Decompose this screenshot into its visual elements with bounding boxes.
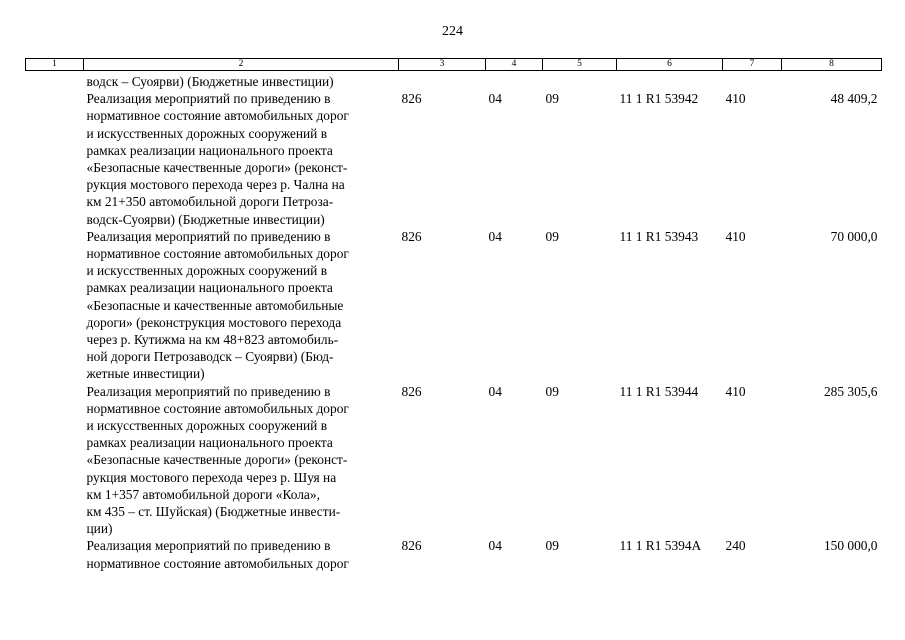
description-line: ции) (86, 521, 113, 537)
expense-type-code: 240 (725, 538, 746, 554)
section-code: 04 (488, 91, 502, 107)
amount-value: 285 305,6 (823, 383, 878, 399)
table-header (26, 59, 882, 71)
description-line: рамках реализации национального проекта (86, 280, 333, 296)
description-line: Реализация мероприятий по приведению в (86, 383, 331, 399)
continuation-row (26, 71, 882, 91)
description-line: нормативное состояние автомобильных дорог (86, 555, 349, 571)
description-line: рамках реализации национального проекта (86, 435, 333, 451)
column-header-1: 1 (26, 59, 84, 71)
description-line: через р. Кутижма на км 48+823 автомобиль- (86, 332, 339, 348)
continuation-text: водск – Суоярви) (Бюджетные инвестиции) (86, 74, 334, 89)
table-row (26, 537, 882, 571)
column-header-5: 5 (543, 59, 617, 71)
subsection-code: 09 (545, 383, 559, 399)
amount-value: 150 000,0 (823, 538, 878, 554)
description-line: рукция мостового перехода через р. Шуя на (86, 469, 337, 485)
column-numbers-row (26, 59, 882, 71)
description-line: км 21+350 автомобильной дороги Петроза- (86, 194, 334, 210)
ministry-code: 826 (401, 228, 422, 244)
description-line: дороги» (реконструкция мостового перехода (86, 314, 342, 330)
row-description (84, 537, 399, 571)
table-body (26, 71, 882, 572)
description-line: и искусственных дорожных сооружений в (86, 263, 328, 279)
description-line: нормативное состояние автомобильных дорог (86, 246, 349, 262)
subsection-code: 09 (545, 538, 559, 554)
description-line: и искусственных дорожных сооружений в (86, 418, 328, 434)
column-header-4: 4 (486, 59, 543, 71)
expense-type-code: 410 (725, 91, 746, 107)
target-article-code: 11 1 R1 53944 (619, 383, 699, 399)
row-description (84, 90, 399, 228)
description-line: км 1+357 автомобильной дороги «Кола», (86, 486, 320, 502)
subsection-code: 09 (545, 228, 559, 244)
description-line: «Безопасные и качественные автомобильные (86, 297, 344, 313)
table-row (26, 383, 882, 538)
ministry-code: 826 (401, 91, 422, 107)
description-line: Реализация мероприятий по приведению в (86, 228, 331, 244)
description-line: нормативное состояние автомобильных дорог (86, 400, 349, 416)
table-row (26, 228, 882, 383)
ministry-code: 826 (401, 383, 422, 399)
section-code: 04 (488, 383, 502, 399)
section-code: 04 (488, 228, 502, 244)
page-number: 224 (442, 24, 463, 39)
target-article-code: 11 1 R1 53942 (619, 91, 699, 107)
description-line: жетные инвестиции) (86, 366, 205, 382)
target-article-code: 11 1 R1 53943 (619, 228, 699, 244)
description-line: ной дороги Петрозаводск – Суоярви) (Бюд- (86, 349, 334, 365)
subsection-code: 09 (545, 91, 559, 107)
column-header-2: 2 (84, 59, 399, 71)
budget-table (25, 58, 882, 572)
target-article-code: 11 1 R1 5394A (619, 538, 702, 554)
column-header-3: 3 (399, 59, 486, 71)
description-line: Реализация мероприятий по приведению в (86, 538, 331, 554)
column-header-7: 7 (723, 59, 782, 71)
column-header-8: 8 (782, 59, 882, 71)
description-line: км 435 – ст. Шуйская) (Бюджетные инвести- (86, 504, 341, 520)
description-line: рукция мостового перехода через р. Чална на (86, 177, 345, 193)
row-description (84, 228, 399, 383)
ministry-code: 826 (401, 538, 422, 554)
amount-value: 70 000,0 (830, 228, 878, 244)
expense-type-code: 410 (725, 383, 746, 399)
column-header-6: 6 (617, 59, 723, 71)
row-description (84, 383, 399, 538)
description-line: «Безопасные качественные дороги» (реконст- (86, 452, 348, 468)
description-line: нормативное состояние автомобильных дорог (86, 108, 349, 124)
expense-type-code: 410 (725, 228, 746, 244)
description-line: «Безопасные качественные дороги» (реконст- (86, 160, 348, 176)
description-line: рамках реализации национального проекта (86, 142, 333, 158)
table-row (26, 90, 882, 228)
section-code: 04 (488, 538, 502, 554)
description-line: Реализация мероприятий по приведению в (86, 91, 331, 107)
amount-value: 48 409,2 (830, 91, 878, 107)
description-line: водск-Суоярви) (Бюджетные инвестиции) (86, 211, 325, 227)
description-line: и искусственных дорожных сооружений в (86, 125, 328, 141)
